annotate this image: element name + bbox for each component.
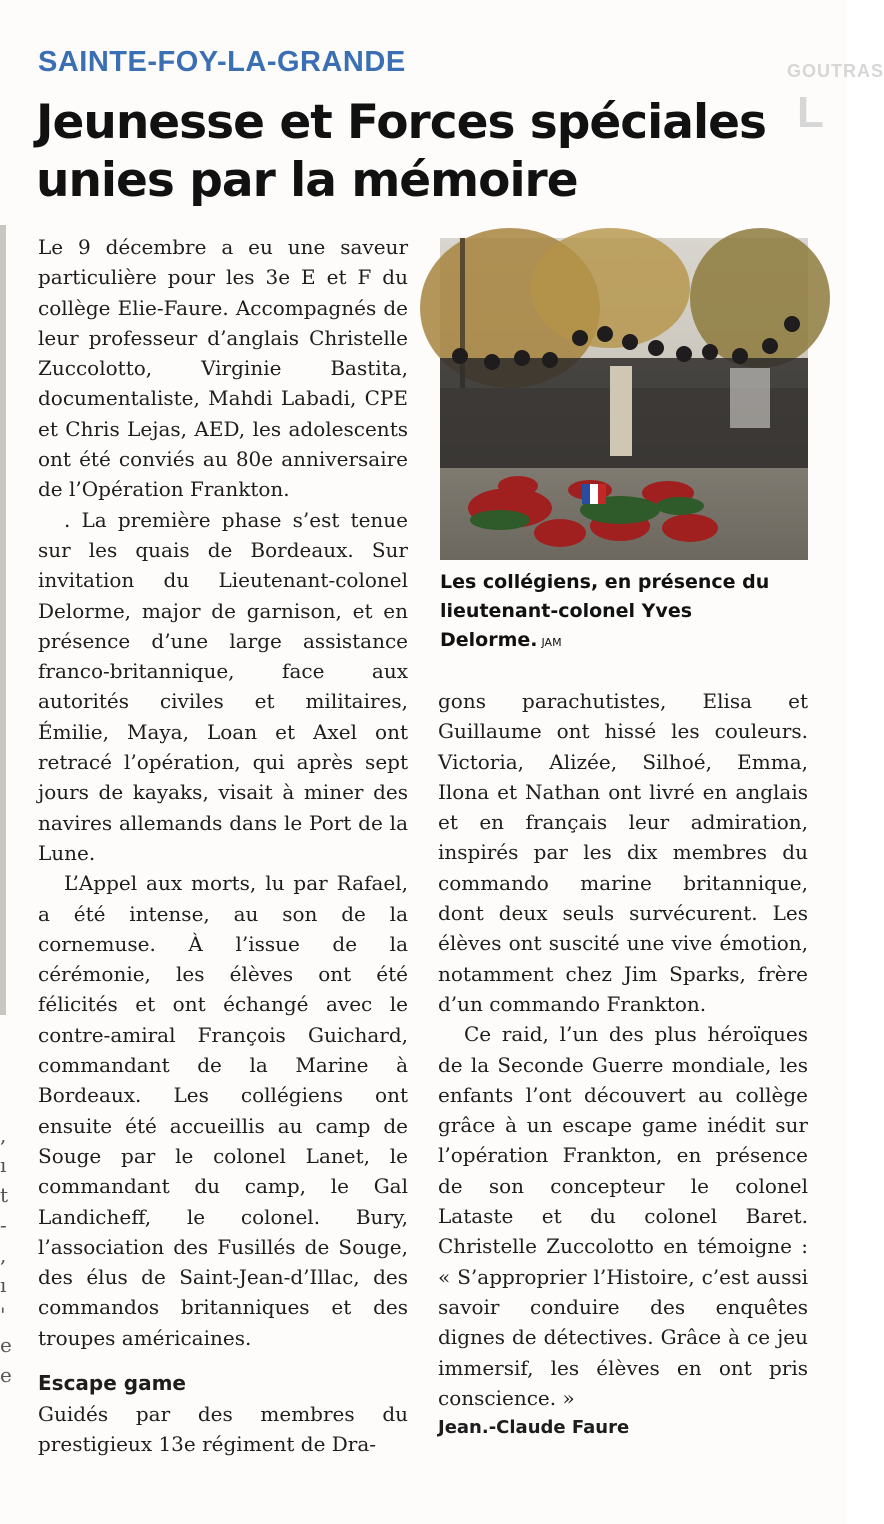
photo-caption bbox=[440, 568, 812, 657]
location-kicker: SAINTE-FOY-LA-GRANDE bbox=[38, 46, 406, 78]
article-column-right bbox=[438, 686, 808, 1443]
body-paragraph: Guidés par des membres du prestigieux 13e régiment de Dra- bbox=[38, 1401, 408, 1457]
body-paragraph: L’Appel aux morts, lu par Rafael, a été intense, au son de la cornemuse. À l’issue de la cérémonie, les élèves ont été félicités et ont échangé avec le contre-amiral François Guichard, commandant de la Marine à Bordeaux. Les collégiens ont ensuite été accueillis au camp de Souge par le colonel Lanet, le commandant du camp, le Gal Landicheff, le colonel. Bury, l’association des Fusillés de Souge, des élus de Saint-Jean-d’Illac, des commandos britanniques et des troupes américaines. bbox=[38, 871, 408, 1350]
author-byline: Jean.-Claude Faure bbox=[438, 1417, 630, 1439]
photo-credit: JAM bbox=[541, 636, 562, 649]
ceremony-photo-illustration bbox=[440, 238, 808, 560]
ceremony-photo bbox=[440, 238, 808, 560]
article-headline: Jeunesse et Forces spéciales unies par la mémoire bbox=[36, 95, 766, 208]
body-paragraph: gons parachutistes, Elisa et Guillaume ont hissé les couleurs. Victoria, Alizée, Silhoé, Emma, Ilona et Nathan ont livré en anglais et en français leur admiration, inspirés par les dix membres du commando marine britannique, dont deux seuls survécurent. Les élèves ont suscité une vive émotion, notamment chez Jim Sparks, frère d’un commando Frankton. bbox=[438, 689, 808, 1016]
adjacent-kicker-fragment: GOUTRAS bbox=[787, 61, 884, 81]
body-paragraph: . La première phase s’est tenue sur les quais de Bordeaux. Sur invitation du Lieutenant-colonel Delorme, major de garnison, et en présence d’une large assistance franco-britannique, face aux autorités civiles et militaires, Émilie, Maya, Loan et Axel ont retracé l’opération, qui après sept jours de kayaks, visait à miner des navires allemands dans le Port de la Lune. bbox=[38, 507, 408, 865]
article-column-left bbox=[38, 232, 408, 1460]
adjacent-column-fragments: , ı t - , ı ' e e bbox=[0, 1123, 12, 1387]
adjacent-column-edge bbox=[0, 225, 6, 1015]
body-paragraph: Le 9 décembre a eu une saveur particulière pour les 3e E et F du collège Elie-Faure. Accompagnés de leur professeur d’anglais Christelle Zuccolotto, Virginie Bastita, documentaliste, Mahdi Labadi, CPE et Chris Lejas, AED, les adolescents ont été conviés au 80e anniversaire de l’Opération Frankton. bbox=[38, 235, 408, 502]
adjacent-headline-fragment: L bbox=[797, 88, 824, 137]
body-paragraph: Ce raid, l’un des plus héroïques de la Seconde Guerre mondiale, les enfants l’ont découvert au collège grâce à un escape game inédit sur l’opération Frankton, en présence de son concepteur le colonel Lataste et du colonel Baret. Christelle Zuccolotto en témoigne : « S’approprier l’Histoire, c’est aussi savoir conduire des enquêtes dignes de détectives. Grâce à ce jeu immersif, les élèves en ont pris conscience. » bbox=[438, 1022, 808, 1410]
caption-text: Les collégiens, en présence du lieutenant-colonel Yves Delorme. bbox=[440, 571, 770, 651]
section-subhead: Escape game bbox=[38, 1370, 186, 1395]
